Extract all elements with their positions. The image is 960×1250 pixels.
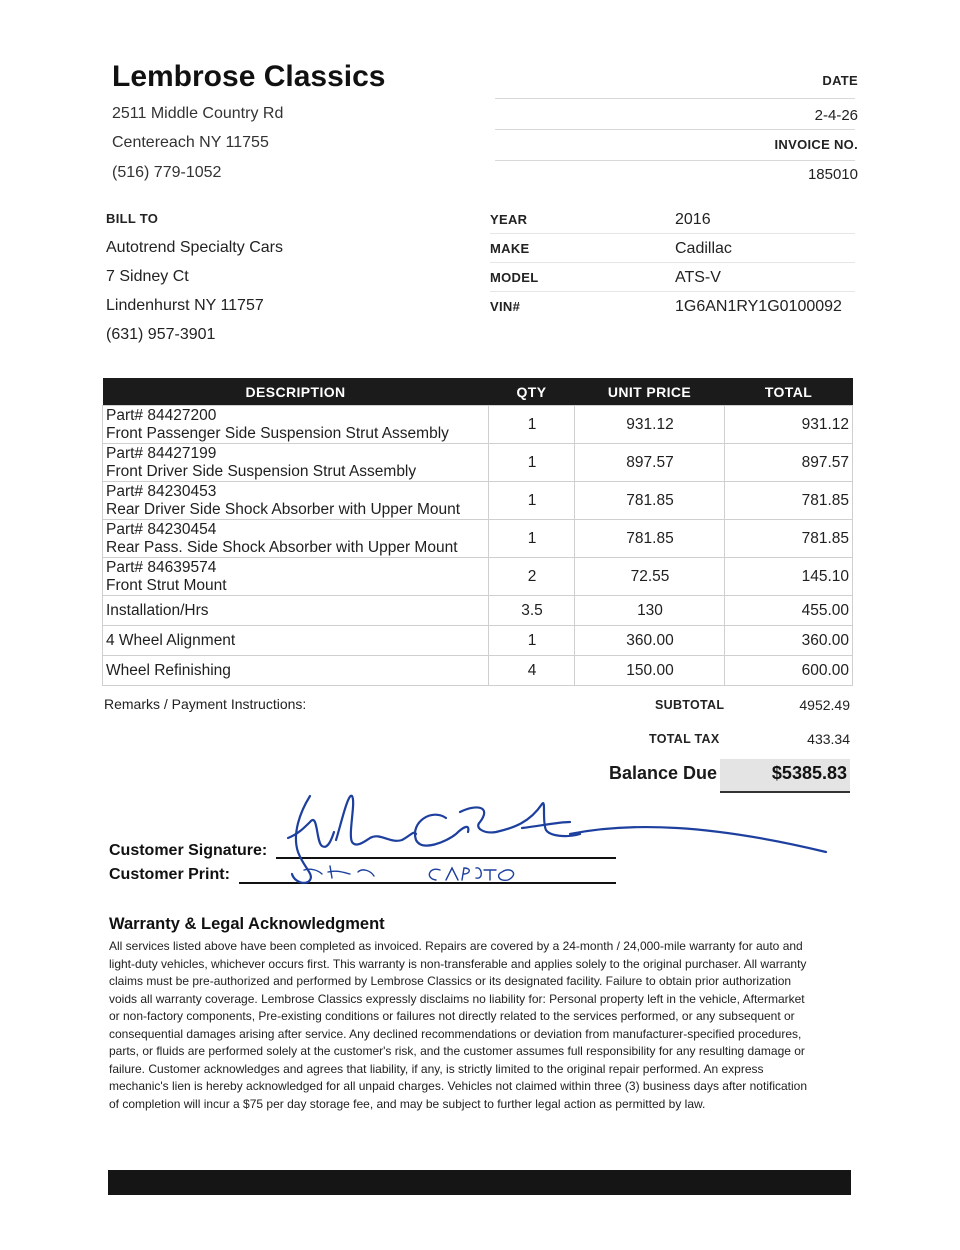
table-row bbox=[103, 482, 853, 520]
divider bbox=[490, 291, 855, 292]
item-total: 781.85 bbox=[725, 520, 853, 558]
invoice-date: 2-4-26 bbox=[814, 107, 858, 124]
subtotal-value: 4952.49 bbox=[799, 697, 850, 713]
item-qty: 3.5 bbox=[489, 596, 575, 626]
vehicle-model: ATS-V bbox=[675, 269, 721, 286]
item-part-number: Part# 84639574 bbox=[106, 559, 217, 576]
invoice-number-label: INVOICE NO. bbox=[774, 137, 858, 152]
item-unit-price: 781.85 bbox=[575, 520, 725, 558]
item-description: Installation/Hrs bbox=[103, 596, 489, 626]
subtotal-label: SUBTOTAL bbox=[655, 698, 725, 712]
item-qty: 1 bbox=[489, 406, 575, 444]
item-unit-price: 72.55 bbox=[575, 558, 725, 596]
table-row bbox=[103, 656, 853, 686]
item-total: 145.10 bbox=[725, 558, 853, 596]
item-unit-price: 150.00 bbox=[575, 656, 725, 686]
bill-to-street: 7 Sidney Ct bbox=[106, 268, 189, 285]
bill-to-name: Autotrend Specialty Cars bbox=[106, 239, 283, 256]
divider bbox=[495, 98, 855, 99]
item-name: Front Driver Side Suspension Strut Assembly bbox=[106, 463, 417, 480]
divider bbox=[495, 160, 855, 161]
item-name: Front Passenger Side Suspension Strut Assembly bbox=[106, 425, 449, 442]
vehicle-make: Cadillac bbox=[675, 240, 732, 257]
item-unit-price: 781.85 bbox=[575, 482, 725, 520]
item-description: Wheel Refinishing bbox=[103, 656, 489, 686]
customer-signature-label: Customer Signature: bbox=[109, 842, 268, 859]
item-total: 897.57 bbox=[725, 444, 853, 482]
item-unit-price: 130 bbox=[575, 596, 725, 626]
year-label: YEAR bbox=[490, 212, 528, 227]
table-header-row bbox=[103, 378, 853, 406]
item-qty: 1 bbox=[489, 444, 575, 482]
table-row bbox=[103, 558, 853, 596]
item-total: 360.00 bbox=[725, 626, 853, 656]
item-part-number: Part# 84427200 bbox=[106, 407, 217, 424]
item-name: Front Strut Mount bbox=[106, 577, 227, 594]
column-header-qty: QTY bbox=[489, 378, 575, 406]
item-unit-price: 897.57 bbox=[575, 444, 725, 482]
handwritten-signature bbox=[270, 782, 830, 892]
bill-to-city: Lindenhurst NY 11757 bbox=[106, 297, 264, 314]
date-label: DATE bbox=[822, 73, 858, 88]
item-part-number: Part# 84230454 bbox=[106, 521, 217, 538]
item-total: 600.00 bbox=[725, 656, 853, 686]
item-description bbox=[103, 520, 489, 558]
item-total: 455.00 bbox=[725, 596, 853, 626]
make-label: MAKE bbox=[490, 241, 530, 256]
bill-to-phone: (631) 957-3901 bbox=[106, 326, 216, 343]
vin-label: VIN# bbox=[490, 299, 521, 314]
item-description bbox=[103, 406, 489, 444]
bill-to-label: BILL TO bbox=[106, 211, 159, 226]
item-part-number: Part# 84427199 bbox=[106, 445, 217, 462]
table-row bbox=[103, 596, 853, 626]
line-items-table bbox=[102, 378, 853, 686]
warranty-text: All services listed above have been completed as invoiced. Repairs are covered by a 24-month / 24,000-mile warranty for auto and light-duty vehicles, whichever occurs first. This warranty is non-transferable and applies solely to the original purchaser. All warranty claims must be pre-authorized and performed by Lembrose Classics or its designated facility. Failure to obtain prior authorization voids all warranty coverage. Lembrose Classics expressly disclaims no liability for: Personal property left in the vehicle, Aftermarket or non-factory components, Pre-existing conditions or failures not directly related to the services performed, or any subsequent or consequential damages arising after service. Any declined recommendations or deviation from manufacturer-specified procedures, parts, or fluids are performed solely at the customer's risk, and the customer assumes full responsibility for any resulting damage or failure. Customer acknowledges and agrees that liability, if any, is strictly limited to the original repair performed. An express mechanic's lien is hereby acknowledged for all unpaid charges. Vehicles not claimed within three (3) business days after notification of completion will incur a $75 per day storage fee, and may be subject to further legal action as permitted by law. bbox=[109, 939, 808, 1111]
customer-print-label: Customer Print: bbox=[109, 866, 230, 883]
table-row bbox=[103, 406, 853, 444]
item-qty: 1 bbox=[489, 482, 575, 520]
vehicle-vin: 1G6AN1RY1G0100092 bbox=[675, 298, 842, 315]
column-header-unit-price: UNIT PRICE bbox=[575, 378, 725, 406]
item-qty: 1 bbox=[489, 520, 575, 558]
item-description bbox=[103, 558, 489, 596]
item-unit-price: 931.12 bbox=[575, 406, 725, 444]
company-name: Lembrose Classics bbox=[112, 60, 386, 93]
table-row bbox=[103, 444, 853, 482]
remarks-label: Remarks / Payment Instructions: bbox=[104, 696, 307, 712]
footer-bar bbox=[108, 1170, 851, 1195]
total-tax-value: 433.34 bbox=[807, 731, 850, 747]
item-total: 781.85 bbox=[725, 482, 853, 520]
divider bbox=[490, 262, 855, 263]
table-row bbox=[103, 626, 853, 656]
column-header-total: TOTAL bbox=[725, 378, 853, 406]
item-description: 4 Wheel Alignment bbox=[103, 626, 489, 656]
item-description bbox=[103, 482, 489, 520]
invoice-number: 185010 bbox=[807, 166, 858, 183]
item-total: 931.12 bbox=[725, 406, 853, 444]
balance-due-value: $5385.83 bbox=[771, 763, 847, 783]
balance-due-label: Balance Due bbox=[609, 763, 718, 783]
item-name: Rear Pass. Side Shock Absorber with Upper Mount bbox=[106, 539, 458, 556]
company-address-line1: 2511 Middle Country Rd bbox=[112, 105, 284, 122]
item-description bbox=[103, 444, 489, 482]
item-part-number: Part# 84230453 bbox=[106, 483, 217, 500]
company-address-line2: Centereach NY 11755 bbox=[112, 134, 269, 151]
table-row bbox=[103, 520, 853, 558]
warranty-title: Warranty & Legal Acknowledgment bbox=[109, 915, 385, 933]
total-tax-label: TOTAL TAX bbox=[649, 732, 720, 746]
company-phone: (516) 779-1052 bbox=[112, 164, 222, 181]
item-qty: 2 bbox=[489, 558, 575, 596]
item-qty: 1 bbox=[489, 626, 575, 656]
model-label: MODEL bbox=[490, 270, 539, 285]
item-unit-price: 360.00 bbox=[575, 626, 725, 656]
vehicle-year: 2016 bbox=[675, 211, 711, 228]
divider bbox=[490, 233, 855, 234]
item-qty: 4 bbox=[489, 656, 575, 686]
item-name: Rear Driver Side Shock Absorber with Upper Mount bbox=[106, 501, 461, 518]
column-header-description: DESCRIPTION bbox=[103, 378, 489, 406]
divider bbox=[495, 129, 855, 130]
